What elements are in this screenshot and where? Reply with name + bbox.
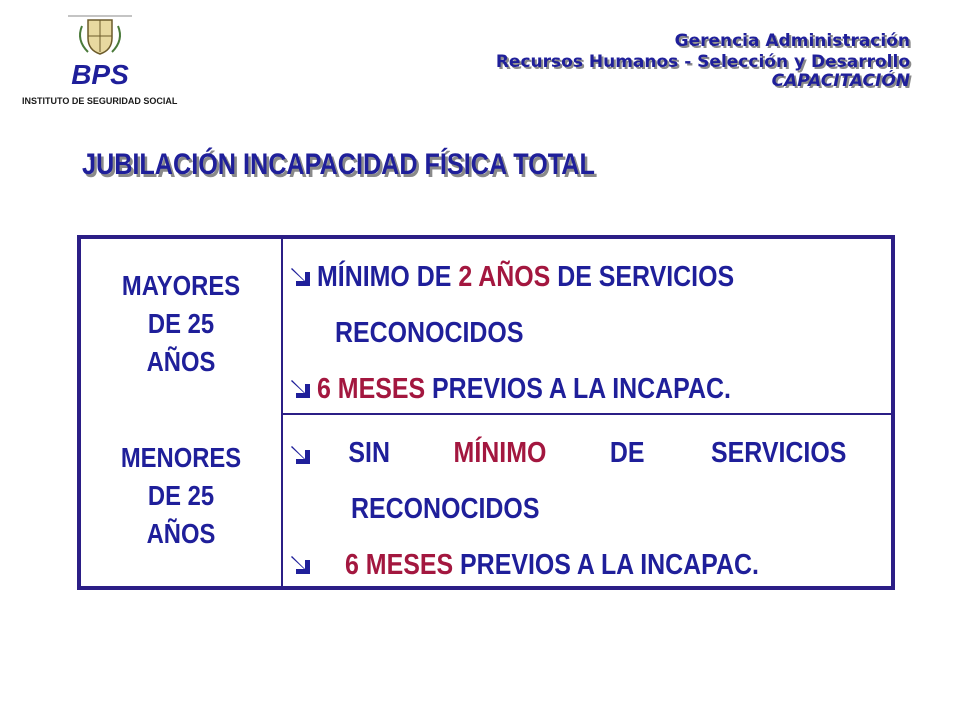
- requirement-word: SIN: [348, 437, 390, 469]
- age-label-line: DE 25: [147, 308, 215, 339]
- age-group-mayores: [81, 267, 281, 381]
- arrow-down-right-icon: [287, 372, 317, 402]
- requirement-word: SERVICIOS: [710, 437, 846, 469]
- page-title: JUBILACIÓN INCAPACIDAD FÍSICA TOTAL: [82, 148, 595, 181]
- arrow-down-right-icon: [287, 438, 317, 468]
- requirement-word: DE: [609, 437, 645, 469]
- requirements-menores: [287, 425, 883, 593]
- department-header: [496, 30, 910, 90]
- requirements-mayores: [287, 249, 883, 417]
- age-label-line: MENORES: [120, 442, 242, 473]
- requirement-text: RECONOCIDOS: [351, 493, 540, 525]
- requirement-highlight: MÍNIMO: [453, 437, 547, 469]
- header-line-3: CAPACITACIÓN: [771, 71, 910, 91]
- requirement-highlight: 2 AÑOS: [458, 261, 551, 293]
- age-label-line: AÑOS: [146, 346, 216, 377]
- requirement-text: PREVIOS A LA INCAPAC.: [425, 373, 731, 405]
- requirement-item: [287, 425, 883, 481]
- requirement-item: [287, 249, 883, 305]
- requirement-highlight: 6 MESES: [345, 549, 454, 581]
- requirement-text: DE SERVICIOS: [550, 261, 735, 293]
- requirement-highlight: 6 MESES: [317, 373, 426, 405]
- requirement-continuation: [287, 481, 883, 537]
- header-line-1: Gerencia Administración: [674, 31, 910, 51]
- requirement-continuation: [287, 305, 883, 361]
- institute-name: INSTITUTO DE SEGURIDAD SOCIAL: [22, 96, 178, 106]
- requirement-text: MÍNIMO DE: [317, 261, 459, 293]
- age-label-line: DE 25: [147, 480, 215, 511]
- age-label-line: AÑOS: [146, 518, 216, 549]
- header-line-2: Recursos Humanos - Selección y Desarrollo: [495, 52, 910, 72]
- requirement-item: [287, 537, 883, 593]
- requirements-table: [77, 235, 895, 590]
- requirement-text: PREVIOS A LA INCAPAC.: [453, 549, 759, 581]
- age-group-menores: [81, 439, 281, 553]
- arrow-down-right-icon: [287, 548, 317, 578]
- requirement-text: RECONOCIDOS: [335, 317, 524, 349]
- bps-logo: [60, 12, 140, 92]
- arrow-down-right-icon: [287, 260, 317, 290]
- requirement-item: [287, 361, 883, 417]
- age-label-line: MAYORES: [121, 270, 241, 301]
- logo-text: BPS: [71, 59, 129, 90]
